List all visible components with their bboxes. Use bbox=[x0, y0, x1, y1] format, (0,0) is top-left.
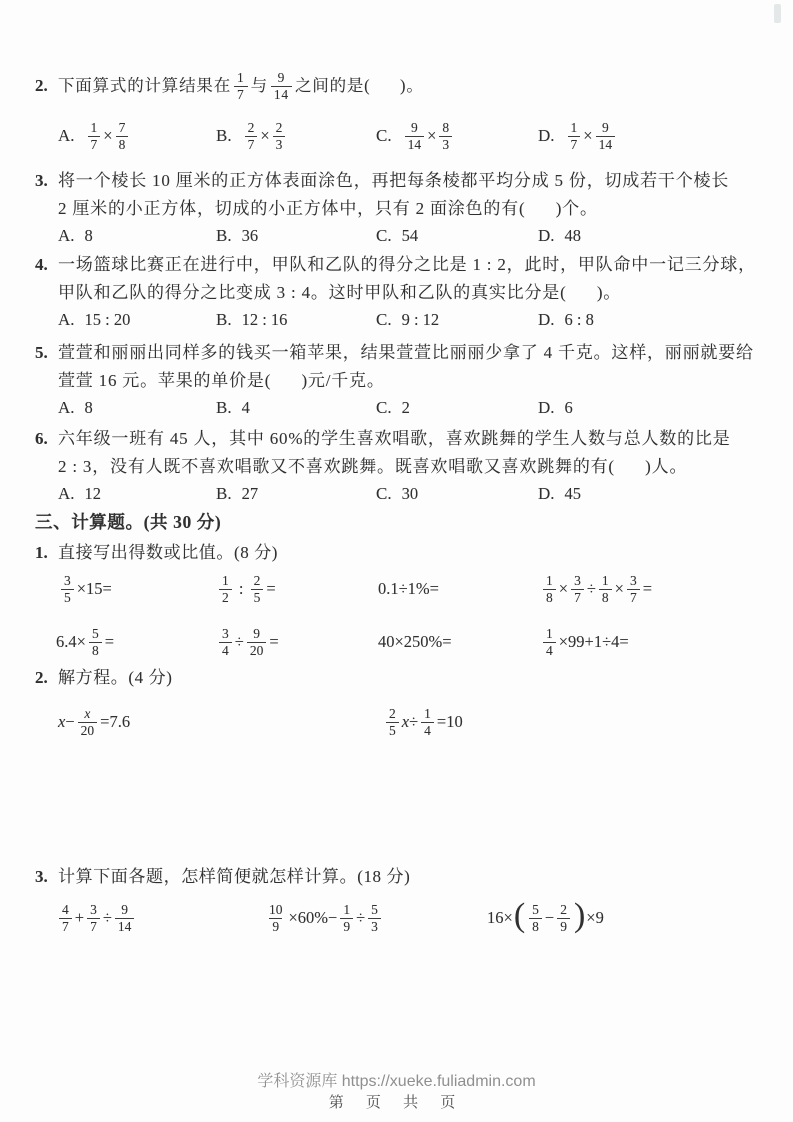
fraction: $\frac{1}{7}$ bbox=[568, 120, 581, 153]
question-6-line1: 六年级一班有 45 人，其中 60%的学生喜欢唱歌，喜欢跳舞的学生人数与总人数的比是 bbox=[58, 429, 731, 448]
fraction: $\frac{8}{3}$ bbox=[439, 120, 452, 153]
calc-item-4 bbox=[540, 567, 652, 611]
math-text: 40×250%= bbox=[378, 632, 452, 651]
fraction: $\frac{2}{9}$ bbox=[557, 902, 570, 935]
solve-equation-1 bbox=[58, 700, 130, 744]
option-C bbox=[376, 484, 418, 504]
calc-item-7 bbox=[378, 620, 452, 664]
math-text: 12 bbox=[84, 484, 102, 503]
option-value bbox=[85, 310, 131, 330]
math-text: ×99+1÷4= bbox=[558, 632, 629, 651]
option-label: A. bbox=[58, 310, 75, 329]
question-4-line1: 一场篮球比赛正在进行中，甲队和乙队的得分之比是 1 : 2，此时，甲队命中一记三分球， bbox=[58, 255, 756, 274]
calc-item-2 bbox=[216, 567, 276, 611]
variable: x bbox=[401, 712, 410, 731]
option-label: C. bbox=[376, 484, 392, 503]
option-value bbox=[242, 398, 250, 418]
math-text: : bbox=[234, 579, 248, 598]
fraction: $\frac{1}{7}$ bbox=[88, 120, 101, 153]
math-text: 48 bbox=[564, 226, 582, 245]
footer-page-label: 第 页 共 页 bbox=[328, 1094, 465, 1111]
math-text: − bbox=[544, 908, 555, 927]
math-text: 4 bbox=[241, 398, 250, 417]
option-value bbox=[565, 398, 573, 418]
question-6-line2: 2 : 3，没有人既不喜欢唱歌又不喜欢跳舞。既喜欢唱歌又喜欢跳舞的有( )人。 bbox=[58, 457, 688, 476]
fraction: $\frac{3}{7}$ bbox=[87, 902, 100, 935]
option-B bbox=[216, 114, 288, 158]
math-text: ×9 bbox=[586, 908, 604, 927]
math-text: 12 : 16 bbox=[241, 310, 288, 329]
option-D bbox=[538, 310, 594, 330]
math-text: 6 : 8 bbox=[564, 310, 594, 329]
option-value bbox=[85, 398, 93, 418]
option-D bbox=[538, 114, 618, 158]
question-5-line2: 萱萱 16 元。苹果的单价是( )元/千克。 bbox=[58, 371, 385, 390]
question-6-number: 6. bbox=[35, 429, 48, 448]
math-text: × bbox=[583, 126, 593, 145]
math-text: 6.4× bbox=[56, 632, 86, 651]
simplify-expression-2 bbox=[263, 894, 384, 942]
calc-number: 1. bbox=[35, 543, 48, 562]
math-text: = bbox=[269, 632, 279, 651]
option-value bbox=[242, 484, 259, 504]
option-label: A. bbox=[58, 226, 75, 245]
option-C bbox=[376, 398, 410, 418]
math-text: − bbox=[65, 712, 75, 731]
calc-item-3 bbox=[378, 567, 439, 611]
option-value bbox=[85, 226, 93, 246]
calc-item-8 bbox=[540, 620, 629, 664]
option-D bbox=[538, 226, 581, 246]
fraction: $\frac{5}{8}$ bbox=[89, 626, 102, 659]
fraction: $\frac{9}{14}$ bbox=[596, 120, 616, 153]
option-label: B. bbox=[216, 398, 232, 417]
option-B bbox=[216, 398, 250, 418]
math-text: =10 bbox=[436, 712, 463, 731]
simplify-expression-3 bbox=[487, 894, 604, 942]
simplify-number: 3. bbox=[35, 867, 48, 886]
math-text: = bbox=[642, 579, 652, 598]
fraction: $\frac{1}{7}$ bbox=[234, 70, 248, 103]
fraction: $\frac{7}{8}$ bbox=[116, 120, 129, 153]
fraction: $\frac{1}{2}$ bbox=[219, 573, 232, 606]
solve-title: 解方程。(4 分) bbox=[58, 668, 173, 687]
option-label: D. bbox=[538, 226, 555, 245]
math-text: 54 bbox=[401, 226, 419, 245]
math-text: ÷ bbox=[356, 908, 366, 927]
fraction: $\frac{1}{8}$ bbox=[599, 573, 612, 606]
option-label: A. bbox=[58, 398, 75, 417]
fraction: $\frac{5}{3}$ bbox=[368, 902, 381, 935]
math-text: × bbox=[614, 579, 624, 598]
math-text: + bbox=[74, 908, 85, 927]
math-text: 45 bbox=[564, 484, 582, 503]
option-value bbox=[565, 226, 582, 246]
math-text: 15 : 20 bbox=[84, 310, 131, 329]
fraction: $\frac{4}{7}$ bbox=[59, 902, 72, 935]
question-5-line1: 萱萱和丽丽出同样多的钱买一箱苹果，结果萱萱比丽丽少拿了 4 千克。这样，丽丽就要给 bbox=[58, 343, 754, 362]
section-3-title: 三、计算题。(共 30 分) bbox=[35, 512, 222, 532]
fraction: $\frac{x}{20}$ bbox=[78, 706, 98, 739]
option-label: C. bbox=[376, 126, 392, 145]
math-text: 8 bbox=[84, 398, 93, 417]
option-B bbox=[216, 484, 258, 504]
fraction: $\frac{1}{4}$ bbox=[421, 706, 434, 739]
option-value bbox=[402, 226, 419, 246]
math-text: × bbox=[427, 126, 437, 145]
question-2-stem bbox=[58, 64, 424, 108]
calc-item-5 bbox=[56, 620, 114, 664]
fraction: $\frac{3}{5}$ bbox=[61, 573, 74, 606]
fraction: $\frac{3}{7}$ bbox=[571, 573, 584, 606]
fraction: $\frac{10}{9}$ bbox=[269, 901, 283, 934]
math-text: × bbox=[558, 579, 569, 598]
question-2-options bbox=[0, 114, 793, 158]
solve-number: 2. bbox=[35, 668, 48, 687]
math-text: 6 bbox=[564, 398, 573, 417]
fraction: $\frac{2}{7}$ bbox=[245, 120, 258, 153]
option-value bbox=[565, 120, 619, 153]
option-value bbox=[402, 120, 456, 153]
calc-item-1 bbox=[58, 567, 112, 611]
math-text: 16× bbox=[487, 908, 513, 927]
math-text: ÷ bbox=[234, 632, 244, 651]
fraction: $\frac{5}{8}$ bbox=[529, 902, 542, 935]
fraction: $\frac{1}{4}$ bbox=[543, 626, 556, 659]
scan-artifact bbox=[774, 4, 781, 23]
option-value bbox=[565, 484, 582, 504]
fraction: $\frac{9}{14}$ bbox=[405, 120, 425, 153]
simplify-title: 计算下面各题，怎样简便就怎样计算。(18 分) bbox=[58, 867, 411, 886]
option-label: B. bbox=[216, 226, 232, 245]
question-6-options bbox=[0, 484, 793, 504]
option-label: D. bbox=[538, 126, 555, 145]
parenthesis: ) bbox=[573, 897, 586, 934]
option-label: D. bbox=[538, 398, 555, 417]
fraction: $\frac{1}{8}$ bbox=[543, 573, 556, 606]
option-B bbox=[216, 226, 258, 246]
question-4-number: 4. bbox=[35, 255, 48, 274]
question-4-options bbox=[0, 310, 793, 330]
math-text: 36 bbox=[241, 226, 259, 245]
question-4-line2: 甲队和乙队的得分之比变成 3 : 4。这时甲队和乙队的真实比分是( )。 bbox=[58, 283, 622, 302]
solve-equation-2 bbox=[383, 700, 463, 744]
option-C bbox=[376, 226, 418, 246]
math-text: × bbox=[103, 126, 113, 145]
option-label: C. bbox=[376, 226, 392, 245]
math-text: 0.1÷1%= bbox=[378, 579, 439, 598]
option-label: B. bbox=[216, 126, 232, 145]
math-text: 之间的是( )。 bbox=[294, 76, 424, 95]
option-value bbox=[402, 310, 440, 330]
option-label: D. bbox=[538, 310, 555, 329]
option-label: C. bbox=[376, 310, 392, 329]
calc-item-6 bbox=[216, 620, 279, 664]
math-text: 27 bbox=[241, 484, 259, 503]
math-text: = bbox=[266, 579, 276, 598]
math-text: = bbox=[104, 632, 114, 651]
fraction: $\frac{9}{14}$ bbox=[115, 902, 135, 935]
math-text: 8 bbox=[84, 226, 93, 245]
math-text: ÷ bbox=[102, 908, 112, 927]
fraction: $\frac{2}{5}$ bbox=[386, 706, 399, 739]
option-value bbox=[242, 120, 289, 153]
option-D bbox=[538, 484, 581, 504]
option-value bbox=[85, 484, 102, 504]
math-text: =7.6 bbox=[100, 712, 131, 731]
option-C bbox=[376, 114, 455, 158]
fraction: $\frac{3}{4}$ bbox=[219, 626, 232, 659]
option-A bbox=[58, 398, 93, 418]
math-text: 2 bbox=[401, 398, 410, 417]
math-text: ×15= bbox=[76, 579, 112, 598]
math-text: 与 bbox=[250, 76, 268, 95]
calc-title: 直接写出得数或比值。(8 分) bbox=[58, 543, 279, 562]
math-text: 下面算式的计算结果在 bbox=[58, 76, 231, 95]
variable: x bbox=[58, 712, 66, 731]
math-text: × bbox=[260, 126, 270, 145]
option-value bbox=[565, 310, 594, 330]
question-5-number: 5. bbox=[35, 343, 48, 362]
question-5-options bbox=[0, 398, 793, 418]
math-text: ×60%− bbox=[288, 908, 338, 927]
fraction: $\frac{9}{20}$ bbox=[247, 626, 267, 659]
option-C bbox=[376, 310, 439, 330]
parenthesis: ( bbox=[513, 897, 526, 934]
option-value bbox=[85, 120, 132, 153]
fraction: $\frac{1}{9}$ bbox=[340, 902, 353, 935]
footer-watermark: 学科资源库 https://xueke.fuliadmin.com bbox=[257, 1073, 536, 1090]
fraction: $\frac{3}{7}$ bbox=[627, 573, 640, 606]
question-2-number: 2. bbox=[35, 76, 48, 95]
math-text: ÷ bbox=[409, 712, 419, 731]
option-A bbox=[58, 226, 93, 246]
math-text: 30 bbox=[401, 484, 419, 503]
option-A bbox=[58, 114, 131, 158]
fraction: $\frac{2}{3}$ bbox=[273, 120, 286, 153]
option-label: A. bbox=[58, 126, 75, 145]
option-label: D. bbox=[538, 484, 555, 503]
option-A bbox=[58, 484, 101, 504]
option-label: B. bbox=[216, 310, 232, 329]
option-D bbox=[538, 398, 573, 418]
option-label: B. bbox=[216, 484, 232, 503]
question-3-line2: 2 厘米的小正方体，切成的小正方体中，只有 2 面涂色的有( )个。 bbox=[58, 199, 598, 218]
option-B bbox=[216, 310, 287, 330]
option-A bbox=[58, 310, 130, 330]
option-value bbox=[242, 226, 259, 246]
math-text: ÷ bbox=[586, 579, 596, 598]
option-label: C. bbox=[376, 398, 392, 417]
question-3-line1: 将一个棱长 10 厘米的正方体表面涂色，再把每条棱都平均分成 5 份，切成若干个棱长 bbox=[58, 171, 730, 190]
question-3-options bbox=[0, 226, 793, 246]
option-value bbox=[242, 310, 288, 330]
simplify-expression-1 bbox=[56, 894, 137, 942]
option-label: A. bbox=[58, 484, 75, 503]
option-value bbox=[402, 484, 419, 504]
fraction: $\frac{9}{14}$ bbox=[271, 70, 292, 103]
math-text: 9 : 12 bbox=[401, 310, 440, 329]
option-value bbox=[402, 398, 410, 418]
question-3-number: 3. bbox=[35, 171, 48, 190]
fraction: $\frac{2}{5}$ bbox=[251, 573, 264, 606]
